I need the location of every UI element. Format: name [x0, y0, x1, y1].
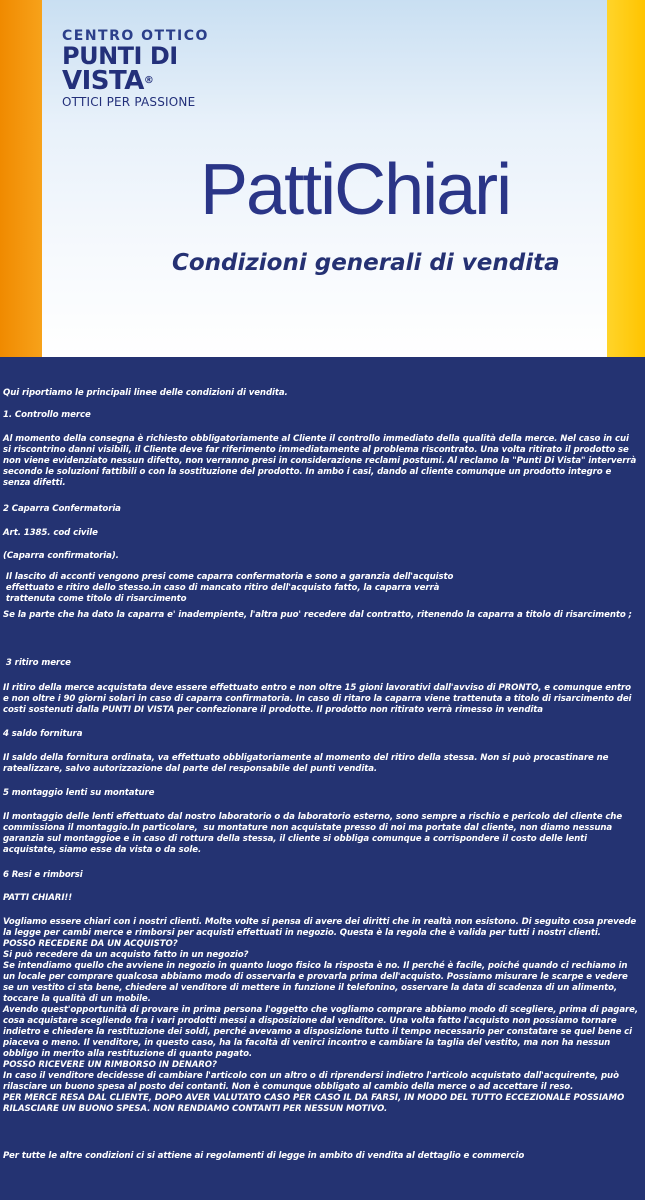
- header-banner: [0, 0, 645, 357]
- section-3-title: 3 ritiro merce: [3, 658, 71, 668]
- section-2-title: 2 Caparra Confermatoria: [3, 504, 121, 514]
- section-6-subtitle: PATTI CHIARI!!: [3, 893, 73, 903]
- conditions-content: [0, 357, 645, 1200]
- section-3-text: Il ritiro della merce acquistata deve essere effettuato entro e non oltre 15 gioni lavorativi dall'avviso di PRONTO, e comunque entro e non oltre i 90 giorni solari in caso di caparra confirmatoria. In caso di ritaro la caparra viene trattenuta a titolo di risarcimento dei costi sostenuti dalla PUNTI DI VISTA per confezionare il prodotte. Il prodotto non ritirato verrà rimesso in vendita: [3, 683, 635, 715]
- punti-di-vista-logo: [62, 28, 222, 110]
- intro-text: Qui riportiamo le principali linee delle condizioni di vendita.: [3, 388, 288, 398]
- yellow-side-bar: [607, 0, 645, 357]
- logo-punti-di: PUNTI DI: [62, 42, 178, 70]
- section-1-text: Al momento della consegna è richiesto obbligatoriamente al Cliente il controllo immediato della qualità della merce. Nel caso in cui si riscontrino danni visibili, il Cliente deve far riferimento immediatamente al problema riscontrato. Una volta ritirato il prodotto se non viene evidenziato nessun difetto, non verranno presi in considerazione reclami postumi. Al reclamo la "Punti Di Vista" interverrà secondo le soluzioni fattibili o con la sostituzione del prodotto. In ambo i casi, dando al cliente comunque un prodotto integro e senza difetti.: [3, 434, 640, 488]
- section-6-text: Vogliamo essere chiari con i nostri clienti. Molte volte si pensa di avere dei diritti che in realtà non esistono. Di seguito cosa prevede la legge per cambi merce e rimborsi per acquisti effettuati in negozio. Questa è la regola che è valida per tutti i nostri clienti. POSSO RECEDERE DA UN ACQUISTO? Si può recedere da un acquisto fatto in un negozio? Se intendiamo quello che avviene in negozio in quanto luogo fisico la risposta è no. Il perché è facile, poiché quando ci rechiamo in un locale per comprare qualcosa abbiamo modo di osservarla e provarla prima dell'acquisto. Possiamo misurare le scarpe e vedere se un vestito ci sta bene, chiedere al venditore di mettere in funzione il telefonino, osservare la data di scadenza di un alimento, toccare la qualità di un mobile. Avendo quest'opportunità di provare in prima persona l'oggetto che vogliamo comprare abbiamo modo di scegliere, prima di pagare, cosa acquistare scegliendo fra i vari prodotti messi a disposizione dal venditore. Una volta fatto l'acquisto non possiamo tornare indietro e chiedere la restituzione dei soldi, perché avevamo a disposizione tutto il tempo necessario per constatare se quel bene ci piaceva o meno. Il venditore, in questo caso, ha la facoltà di venirci incontro e cambiare la taglia del vestito, ma non ha nessun obbligo in merito alla restituzione di quanto pagato. POSSO RICEVERE UN RIMBORSO IN DENARO? In caso il venditore decidesse di cambiare l'articolo con un altro o di riprendersi indietro l'articolo acquistato dall'acquirente, può rilasciare un buono spesa al posto dei contanti. Non è comunque obbligato al cambio della merce o ad accettare il reso. PER MERCE RESA DAL CLIENTE, DOPO AVER VALUTATO CASO PER CASO IL DA FARSI, IN MODO DEL TUTTO ECCEZIONALE POSSIAMO RILASCIARE UN BUONO SPESA. NON RENDIAMO CONTANTI PER NESSUN MOTIVO.: [3, 917, 639, 1114]
- page-subtitle: Condizioni generali di vendita: [172, 250, 560, 276]
- registered-mark: ®: [143, 75, 154, 86]
- logo-vista: [62, 68, 222, 94]
- closing-text: Per tutte le altre condizioni ci si attiene ai regolamenti di legge in ambito di vendita al dettaglio e commercio: [3, 1151, 525, 1161]
- logo-vista-text: VISTA: [62, 66, 144, 96]
- page-title: PattiChiari: [200, 150, 511, 230]
- section-1-title: 1. Controllo merce: [3, 410, 91, 420]
- section-2-subtitle: (Caparra confirmatoria).: [3, 551, 119, 561]
- section-4-title: 4 saldo fornitura: [3, 729, 83, 739]
- orange-side-bar: [0, 0, 42, 357]
- section-5-text: Il montaggio delle lenti effettuato dal nostro laboratorio o da laboratorio esterno, sono sempre a rischio e pericolo del cliente che commissiona il montaggio.In particolare, su montature non acquistate presso di noi ma portate dal cliente, non diamo nessuna garanzia sul montaggioe e in caso di rottura della stessa, il cliente si obbliga comunque a corrispondere il costo delle lenti acquistate, siamo esse da vista o da sole.: [3, 812, 639, 855]
- section-5-title: 5 montaggio lenti su montature: [3, 788, 155, 798]
- section-2-article: Art. 1385. cod civile: [3, 528, 98, 538]
- section-2-text-2: Se la parte che ha dato la caparra e' inadempiente, l'altra puo' recedere dal contratto, ritenendo la caparra a titolo di risarcimento ;: [3, 610, 632, 620]
- section-6-title: 6 Resi e rimborsi: [3, 870, 83, 880]
- logo-centro-ottico: CENTRO OTTICO: [62, 28, 209, 44]
- section-2-text-1: Il lascito di acconti vengono presi come caparra confermatoria e sono a garanzia dell'acquisto effettuato e ritiro dello stesso.in caso di mancato ritiro dell'acquisto fatto, la caparra verrà trattenuta come titolo di risarcimento: [5, 572, 454, 604]
- section-4-text: Il saldo della fornitura ordinata, va effettuato obbligatoriamente al momento del ritiro della stessa. Non si può procastinare ne ratealizzare, salvo autorizzazione dal parte del responsabile del punti vendita.: [3, 753, 612, 774]
- logo-tagline: OTTICI PER PASSIONE: [62, 95, 196, 109]
